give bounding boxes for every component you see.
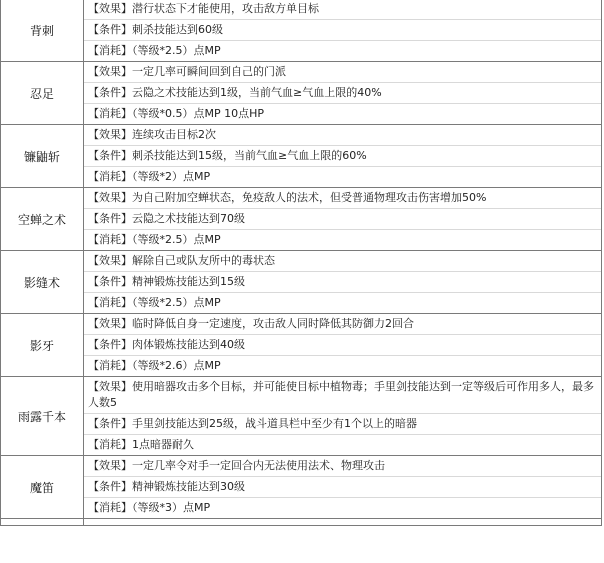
skill-name: 空蝉之术 xyxy=(1,188,84,251)
skill-name xyxy=(1,519,84,526)
skill-detail-line: 【效果】使用暗器攻击多个目标，并可能使目标中植物毒；手里剑技能达到一定等级后可作用多人，最多人数5 xyxy=(84,377,601,414)
table-row xyxy=(1,188,602,251)
skill-detail-line: 【条件】云隐之术技能达到70级 xyxy=(84,209,601,230)
skill-detail-line: 【效果】潜行状态下才能使用，攻击敌方单目标 xyxy=(84,0,601,20)
table-row xyxy=(1,251,602,314)
skill-detail-line: 【消耗】（等级*3）点MP xyxy=(88,501,211,514)
skill-name: 忍足 xyxy=(1,62,84,125)
skill-detail-line: 【消耗】（等级*2.5）点MP xyxy=(88,296,221,309)
skill-detail-line: 【条件】手里剑技能达到25级，战斗道具栏中至少有1个以上的暗器 xyxy=(84,414,601,435)
skill-details xyxy=(84,125,602,188)
skill-detail-line: 【条件】云隐之术技能达到1级，当前气血≥气血上限的40% xyxy=(84,83,601,104)
table-row xyxy=(1,377,602,456)
skill-details xyxy=(84,62,602,125)
skill-detail-line: 【效果】解除自己或队友所中的毒状态 xyxy=(84,251,601,272)
skill-name: 影牙 xyxy=(1,314,84,377)
skill-detail-line: 【消耗】（等级*2.6）点MP xyxy=(88,359,221,372)
skill-details xyxy=(84,251,602,314)
table-row xyxy=(1,519,602,526)
skill-detail-line: 【消耗】（等级*2）点MP xyxy=(88,170,211,183)
skill-detail-line: 【消耗】（等级*0.5）点MP 10点HP xyxy=(88,107,265,120)
skill-details xyxy=(84,188,602,251)
skill-detail-line: 【效果】为自己附加空蝉状态，免疫敌人的法术，但受普通物理攻击伤害增加50% xyxy=(84,188,601,209)
skill-name: 镰鼬斩 xyxy=(1,125,84,188)
skill-detail-line: 【效果】连续攻击目标2次 xyxy=(84,125,601,146)
table-row xyxy=(1,314,602,377)
skill-detail-line: 【消耗】（等级*2.5）点MP xyxy=(88,44,221,57)
skill-detail-line: 【效果】临时降低自身一定速度，攻击敌人同时降低其防御力2回合 xyxy=(84,314,601,335)
skill-details xyxy=(84,314,602,377)
skill-detail-line: 【条件】精神锻炼技能达到15级 xyxy=(84,272,601,293)
skill-name: 背刺 xyxy=(1,0,84,62)
table-row xyxy=(1,456,602,519)
skill-details xyxy=(84,456,602,519)
table-row xyxy=(1,125,602,188)
skill-name: 影缝术 xyxy=(1,251,84,314)
skill-detail-line: 【条件】刺杀技能达到60级 xyxy=(84,20,601,41)
skill-name: 魔笛 xyxy=(1,456,84,519)
skill-detail-line: 【条件】刺杀技能达到15级，当前气血≥气血上限的60% xyxy=(84,146,601,167)
skill-detail-line: 【消耗】（等级*2.5）点MP xyxy=(88,233,221,246)
skill-detail-line: 【条件】肉体锻炼技能达到40级 xyxy=(84,335,601,356)
skill-details xyxy=(84,519,602,526)
skill-detail-line: 【消耗】1点暗器耐久 xyxy=(88,438,194,451)
table-row xyxy=(1,62,602,125)
skill-name: 雨露千本 xyxy=(1,377,84,456)
skill-detail-line: 【条件】精神锻炼技能达到30级 xyxy=(84,477,601,498)
skill-details xyxy=(84,377,602,456)
skill-details xyxy=(84,0,602,62)
table-row xyxy=(1,0,602,62)
skill-detail-line: 【效果】一定几率令对手一定回合内无法使用法术、物理攻击 xyxy=(84,456,601,477)
skill-detail-line: 【效果】一定几率可瞬间回到自己的门派 xyxy=(84,62,601,83)
